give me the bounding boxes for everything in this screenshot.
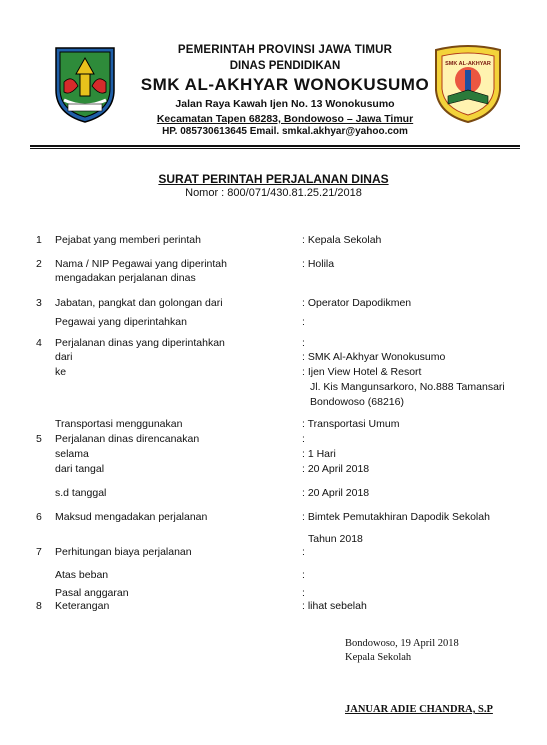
- row-4-label: Perjalanan dinas yang diperintahkan: [55, 337, 225, 349]
- row-1-value: : Kepala Sekolah: [302, 234, 382, 246]
- row-6-number: 6: [36, 511, 42, 523]
- row-5-number: 5: [36, 433, 42, 445]
- row-5-label: Perjalanan dinas direncanakan: [55, 433, 200, 445]
- row-2-number: 2: [36, 258, 42, 270]
- transport-label: Transportasi menggunakan: [55, 418, 183, 430]
- transport-value: : Transportasi Umum: [302, 418, 400, 430]
- row-4-from-label: dari: [55, 351, 73, 363]
- row-1-number: 1: [36, 234, 42, 246]
- letterhead-address-street: Jalan Raya Kawah Ijen No. 13 Wonokusumo: [175, 98, 395, 110]
- end-date-label: s.d tanggal: [55, 487, 107, 499]
- row-3-number: 3: [36, 297, 42, 309]
- row-3-value: : Operator Dapodikmen: [302, 297, 412, 309]
- budget-article-label: Pasal anggaran: [55, 587, 129, 599]
- signature-position: Kepala Sekolah: [345, 652, 412, 663]
- row-6-label: Maksud mengadakan perjalanan: [55, 511, 208, 523]
- row-8-number: 8: [36, 600, 42, 612]
- row-6-value-cont: Tahun 2018: [308, 533, 363, 545]
- row-3-value-cont: :: [302, 316, 305, 328]
- end-date-value: : 20 April 2018: [302, 487, 370, 499]
- letterhead-government: PEMERINTAH PROVINSI JAWA TIMUR: [177, 44, 393, 56]
- duration-value: : 1 Hari: [302, 448, 336, 460]
- start-date-value: : 20 April 2018: [302, 463, 370, 475]
- row-7-number: 7: [36, 546, 42, 558]
- province-emblem-logo: [50, 44, 120, 124]
- budget-source-value: :: [302, 569, 305, 581]
- signature-place-date: Bondowoso, 19 April 2018: [345, 638, 459, 649]
- row-4-to-label: ke: [55, 366, 67, 378]
- row-4-value: :: [302, 337, 305, 349]
- row-4-to-address: Jl. Kis Mangunsarkoro, No.888 Tamansari: [310, 381, 505, 393]
- school-emblem-logo: [432, 44, 504, 124]
- row-4-number: 4: [36, 337, 42, 349]
- row-2-label: Nama / NIP Pegawai yang diperintah: [55, 258, 227, 270]
- row-4-to-city: Bondowoso (68216): [310, 396, 404, 408]
- row-7-label: Perhitungan biaya perjalanan: [55, 546, 192, 558]
- letterhead-department: DINAS PENDIDIKAN: [229, 60, 341, 72]
- row-7-value: :: [302, 546, 305, 558]
- duration-label: selama: [55, 448, 89, 460]
- letterhead-school-name: SMK AL-AKHYAR WONOKUSUMO: [140, 75, 430, 94]
- row-8-value: : lihat sebelah: [302, 600, 367, 612]
- row-2-value: : Holila: [302, 258, 335, 270]
- row-5-value: :: [302, 433, 305, 445]
- budget-source-label: Atas beban: [55, 569, 109, 581]
- row-4-from-value: : SMK Al-Akhyar Wonokusumo: [302, 351, 446, 363]
- row-6-value: : Bimtek Pemutakhiran Dapodik Sekolah: [302, 511, 490, 523]
- row-1-label: Pejabat yang memberi perintah: [55, 234, 201, 246]
- row-4-to-value: : Ijen View Hotel & Resort: [302, 366, 422, 378]
- document-title: SURAT PERINTAH PERJALANAN DINAS: [158, 172, 389, 186]
- letterhead-divider-thick: [30, 145, 520, 147]
- letterhead-contact: HP. 085730613645 Email. smkal.akhyar@yahoo.com: [162, 126, 408, 137]
- start-date-label: dari tangal: [55, 463, 105, 475]
- document-number: Nomor : 800/071/430.81.25.21/2018: [185, 187, 362, 199]
- signatory-name: JANUAR ADIE CHANDRA, S.P: [345, 704, 493, 715]
- letterhead-address-district: Kecamatan Tapen 68283, Bondowoso – Jawa Timur: [156, 113, 414, 125]
- row-2-label-cont: mengadakan perjalanan dinas: [55, 272, 196, 284]
- budget-article-value: :: [302, 587, 305, 599]
- letterhead-divider-thin: [30, 148, 520, 149]
- svg-text:SMK AL-AKHYAR: SMK AL-AKHYAR: [445, 61, 491, 67]
- row-3-label-cont: Pegawai yang diperintahkan: [55, 316, 187, 328]
- row-8-label: Keterangan: [55, 600, 110, 612]
- row-3-label: Jabatan, pangkat dan golongan dari: [55, 297, 223, 309]
